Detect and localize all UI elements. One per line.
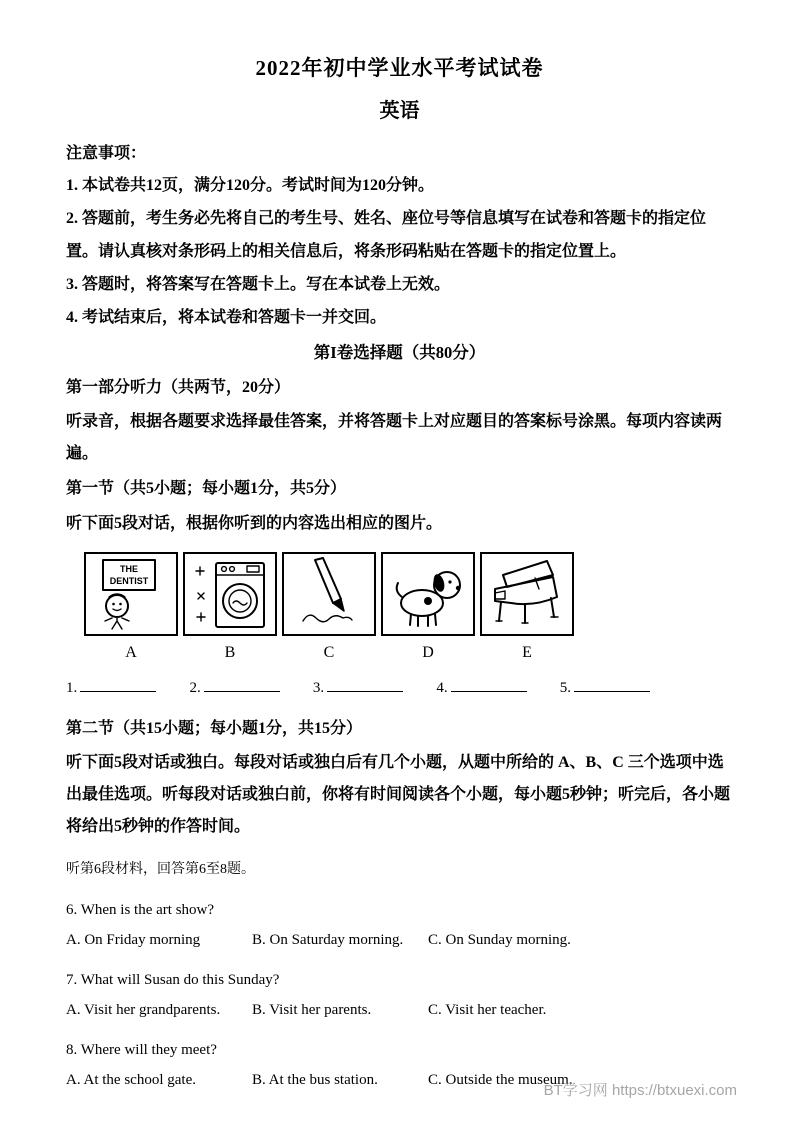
question-8-option-a: A. At the school gate. (66, 1072, 196, 1088)
picture-label-c: C (323, 644, 335, 661)
blank-underline-3 (327, 679, 403, 692)
question-8-stem: 8. Where will they meet? (66, 1042, 217, 1058)
picture-option-b (183, 552, 277, 662)
question-7-options (66, 995, 733, 1025)
notice-item-2: 2. 答题前，考生务必先将自己的考生号、姓名、座位号等信息填写在试卷和答题卡的指定位置。请认真核对条形码上的相关信息后，将条形码粘贴在答题卡的指定位置上。 (66, 210, 707, 260)
question-6 (66, 895, 733, 955)
section1-instruction: 听下面5段对话，根据你听到的内容选出相应的图片。 (66, 515, 443, 532)
picture-label-d: D (422, 644, 434, 661)
section2-instruction: 听下面5段对话或独白。每段对话或独白后有几个小题，从题中所给的 A、B、C 三个选项中选出最佳选项。听每段对话或独白前，你将有时间阅读各个小题，每小题5秒钟；听完后，各小题将给出5秒钟的作答时间。 (66, 754, 731, 835)
question-8-option-b: B. At the bus station. (252, 1072, 378, 1088)
blank-underline-5 (574, 679, 650, 692)
part1-instruction: 听录音，根据各题要求选择最佳答案，并将答题卡上对应题目的答案标号涂黑。每项内容读两遍。 (66, 413, 723, 462)
picture-label-b: B (224, 644, 236, 661)
question-6-stem: 6. When is the art show? (66, 902, 215, 918)
washing-machine-icon (186, 555, 274, 633)
grand-piano-icon (483, 555, 571, 633)
blank-underline-1 (80, 679, 156, 692)
section1-heading: 第一节（共5小题；每小题1分，共5分） (66, 480, 347, 497)
material-note: 听第6段材料，回答第6至8题。 (66, 862, 255, 877)
answer-blank-2 (189, 678, 279, 698)
puppy-dog-icon (384, 555, 472, 633)
section2-heading: 第二节（共15小题；每小题1分，共15分） (66, 720, 363, 737)
answer-blank-5 (560, 678, 650, 698)
blank-number-5: 5. (559, 680, 571, 696)
blank-number-2: 2. (189, 680, 201, 696)
picture-option-a (84, 552, 178, 662)
picture-box-b (183, 552, 277, 636)
question-7 (66, 965, 733, 1025)
picture-option-c (282, 552, 376, 662)
exam-title: 2022年初中学业水平考试试卷 (255, 56, 544, 80)
picture-options-row (84, 552, 574, 662)
picture-box-e (480, 552, 574, 636)
blank-number-3: 3. (312, 680, 325, 696)
question-6-options (66, 925, 733, 955)
fountain-pen-icon (285, 555, 373, 633)
exam-subject: 英语 (379, 100, 420, 122)
question-7-option-a: A. Visit her grandparents. (66, 1002, 221, 1018)
question-6-option-c: C. On Sunday morning. (428, 932, 571, 948)
part1-heading: 第一部分听力（共两节，20分） (66, 379, 291, 396)
volume-heading: 第I卷选择题（共80分） (313, 343, 486, 362)
picture-box-a (84, 552, 178, 636)
notices-heading: 注意事项： (66, 145, 147, 162)
site-watermark: BT学习网 https://btxuexi.com (543, 1082, 737, 1099)
notice-item-4: 4. 考试结束后，将本试卷和答题卡一并交回。 (66, 309, 387, 326)
picture-option-e (480, 552, 574, 662)
picture-label-e: E (522, 644, 532, 661)
question-8-option-c: C. Outside the museum. (428, 1072, 573, 1088)
blank-underline-2 (204, 679, 280, 692)
blank-underline-4 (451, 679, 527, 692)
question-6-option-b: B. On Saturday morning. (252, 932, 404, 948)
answer-blank-3 (313, 678, 403, 698)
answer-blanks-row (66, 678, 650, 698)
answer-blank-4 (436, 678, 526, 698)
picture-label-a: A (125, 644, 137, 661)
dentist-sign-text-2: DENTIST (109, 576, 149, 586)
notice-item-1: 1. 本试卷共12页，满分120分。考试时间为120分钟。 (66, 177, 435, 194)
dentist-sign-icon (87, 555, 175, 633)
dentist-sign-text-1: THE (120, 564, 138, 574)
question-7-option-b: B. Visit her parents. (252, 1002, 372, 1018)
question-7-stem: 7. What will Susan do this Sunday? (66, 972, 280, 988)
answer-blank-1 (66, 678, 156, 698)
picture-box-d (381, 552, 475, 636)
notice-item-3: 3. 答题时，将答案写在答题卡上。写在本试卷上无效。 (66, 276, 451, 293)
picture-option-d (381, 552, 475, 662)
question-7-option-c: C. Visit her teacher. (428, 1002, 547, 1018)
blank-number-1: 1. (66, 680, 78, 696)
picture-box-c (282, 552, 376, 636)
blank-number-4: 4. (436, 680, 448, 696)
question-6-option-a: A. On Friday morning (66, 932, 201, 948)
